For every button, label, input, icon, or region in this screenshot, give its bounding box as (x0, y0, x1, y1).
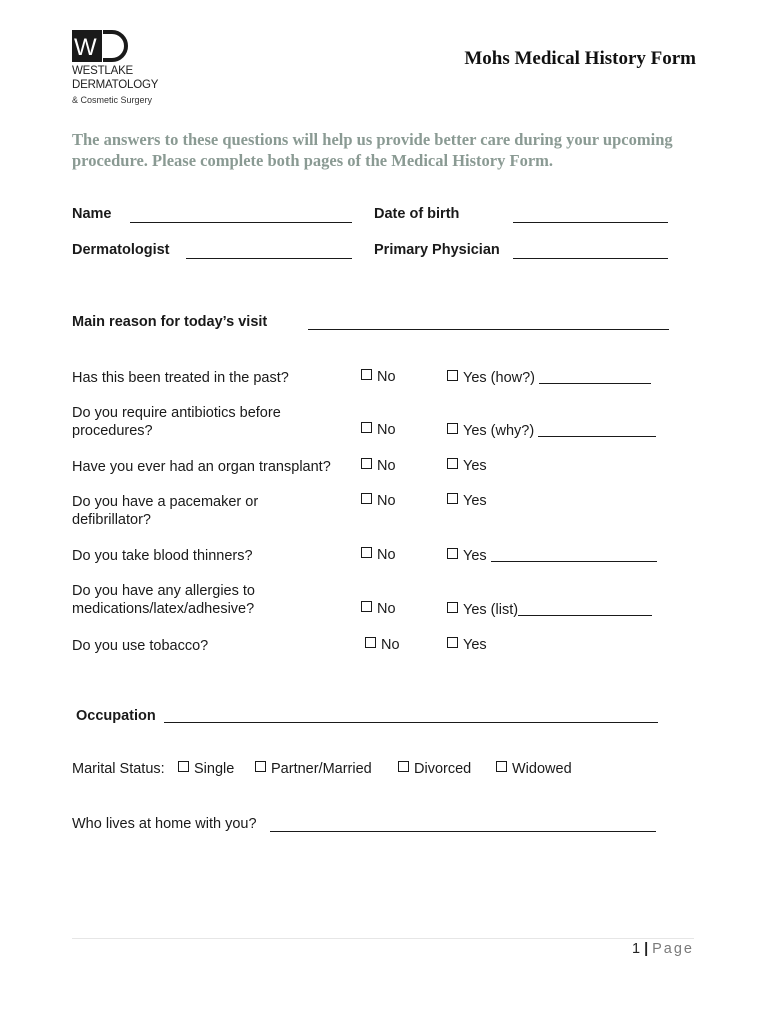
transplant-no-checkbox[interactable]: No (361, 458, 396, 474)
page-footer (632, 941, 694, 957)
marital-single-checkbox[interactable]: Single (178, 761, 234, 777)
allergies-list-field[interactable] (518, 601, 652, 616)
tobacco-yes-checkbox[interactable]: Yes (447, 637, 487, 653)
question-tobacco: Do you use tobacco? (72, 638, 209, 654)
primary-physician-label: Primary Physician (374, 242, 500, 258)
allergies-no-checkbox[interactable]: No (361, 601, 396, 617)
checkbox-icon (178, 761, 189, 772)
marital-status-label: Marital Status: (72, 761, 165, 777)
tobacco-no-checkbox[interactable]: No (365, 637, 400, 653)
dermatologist-field[interactable] (186, 258, 352, 259)
dob-field[interactable] (513, 222, 668, 223)
logo-line-1: WESTLAKE (72, 65, 134, 77)
logo-line-3: & Cosmetic Surgery (72, 95, 153, 105)
question-organ-transplant: Have you ever had an organ transplant? (72, 459, 331, 475)
logo-w-letter: W (74, 34, 97, 61)
occupation-field[interactable] (164, 722, 658, 723)
treated-no-checkbox[interactable]: No (361, 369, 396, 385)
footer-divider (72, 938, 694, 939)
page-word: Page (652, 941, 694, 957)
name-field[interactable] (130, 222, 352, 223)
marital-widowed-checkbox[interactable]: Widowed (496, 761, 572, 777)
transplant-yes-checkbox[interactable]: Yes (447, 458, 487, 474)
question-allergies: Do you have any allergies to medications/latex/adhesive? (72, 583, 255, 617)
form-title: Mohs Medical History Form (464, 48, 696, 69)
logo-line-2: DERMATOLOGY (72, 79, 159, 91)
checkbox-icon (447, 423, 458, 434)
main-reason-label: Main reason for today’s visit (72, 314, 268, 330)
dermatologist-label: Dermatologist (72, 242, 170, 258)
pacemaker-no-checkbox[interactable]: No (361, 493, 396, 509)
checkbox-icon (361, 493, 372, 504)
dob-label: Date of birth (374, 206, 460, 222)
lives-with-field[interactable] (270, 831, 656, 832)
antibiotics-why-field[interactable] (538, 422, 656, 437)
footer-separator: | (644, 941, 649, 957)
checkbox-icon (365, 637, 376, 648)
main-reason-field[interactable] (308, 329, 669, 330)
occupation-label: Occupation (76, 708, 156, 724)
intro-text: The answers to these questions will help us provide better care during your upcoming procedure. Please complete both pages of the Medical History Form. (72, 130, 673, 170)
question-pacemaker: Do you have a pacemaker or defibrillator? (72, 494, 259, 528)
page-number: 1 (631, 941, 641, 957)
checkbox-icon (398, 761, 409, 772)
treated-yes-checkbox[interactable]: Yes (how?) (447, 369, 651, 386)
checkbox-icon (361, 547, 372, 558)
antibiotics-no-checkbox[interactable]: No (361, 422, 396, 438)
checkbox-icon (255, 761, 266, 772)
checkbox-icon (447, 458, 458, 469)
primary-physician-field[interactable] (513, 258, 668, 259)
treated-how-field[interactable] (539, 369, 651, 384)
checkbox-icon (447, 493, 458, 504)
blood-thinners-yes-checkbox[interactable]: Yes (447, 547, 657, 564)
name-label: Name (72, 206, 112, 222)
checkbox-icon (447, 370, 458, 381)
antibiotics-yes-checkbox[interactable]: Yes (why?) (447, 422, 656, 439)
logo-mark (72, 30, 128, 62)
checkbox-icon (496, 761, 507, 772)
question-treated-past: Has this been treated in the past? (72, 370, 289, 386)
lives-with-label: Who lives at home with you? (72, 816, 257, 832)
checkbox-icon (361, 458, 372, 469)
checkbox-icon (361, 601, 372, 612)
pacemaker-yes-checkbox[interactable]: Yes (447, 493, 487, 509)
question-blood-thinners: Do you take blood thinners? (72, 548, 253, 564)
allergies-yes-checkbox[interactable]: Yes (list) (447, 601, 652, 618)
checkbox-icon (361, 422, 372, 433)
blood-thinners-no-checkbox[interactable]: No (361, 547, 396, 563)
checkbox-icon (361, 369, 372, 380)
marital-divorced-checkbox[interactable]: Divorced (398, 761, 471, 777)
checkbox-icon (447, 602, 458, 613)
blood-thinners-field[interactable] (491, 547, 657, 562)
checkbox-icon (447, 548, 458, 559)
marital-partner-married-checkbox[interactable]: Partner/Married (255, 761, 372, 777)
checkbox-icon (447, 637, 458, 648)
question-antibiotics: Do you require antibiotics before procedures? (72, 405, 281, 439)
